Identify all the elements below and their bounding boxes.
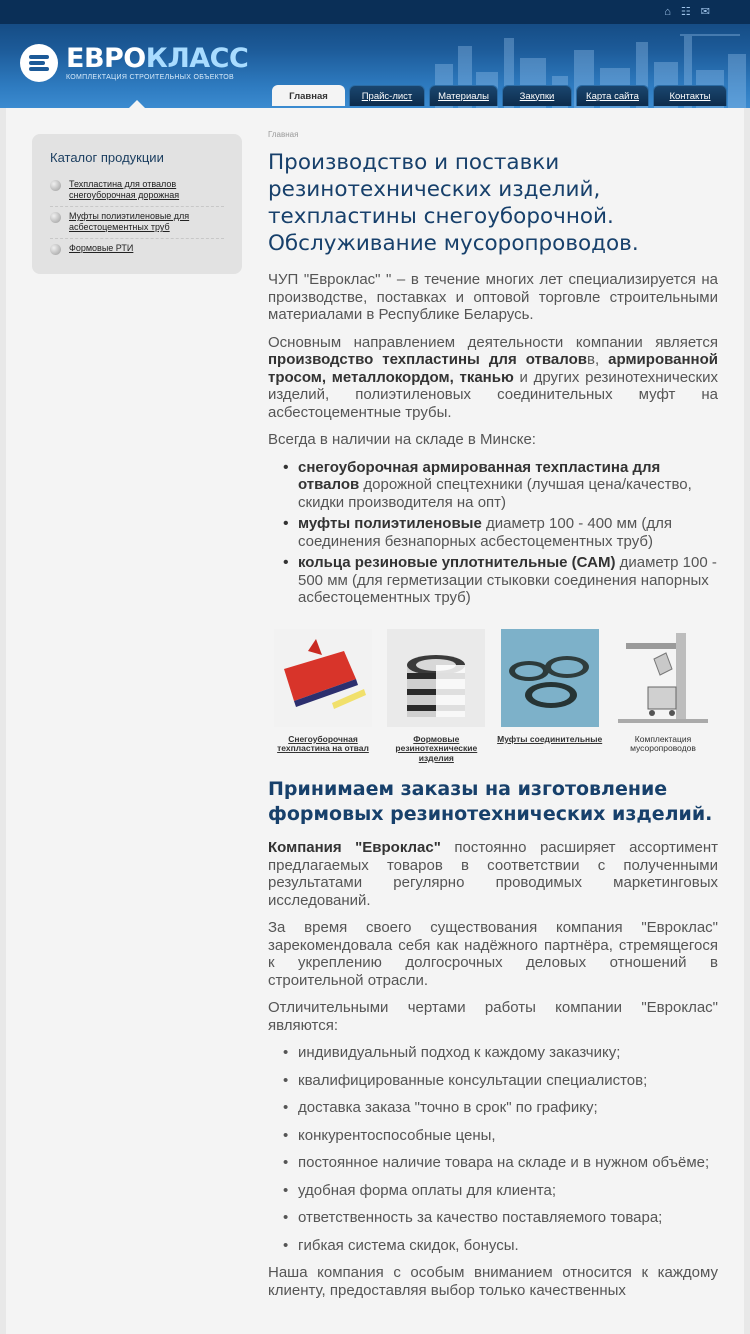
site-logo[interactable] bbox=[20, 44, 248, 88]
page-body bbox=[6, 108, 744, 1334]
list-item: • постоянное наличие товара на складе и в нужном объёме; bbox=[268, 1154, 718, 1172]
list-item: • индивидуальный подход к каждому заказчику; bbox=[268, 1044, 718, 1062]
tab-contacts[interactable]: Контакты bbox=[653, 85, 727, 106]
top-icons bbox=[664, 5, 710, 19]
bullet-icon bbox=[50, 244, 61, 255]
product-caption[interactable]: Муфты соединительные bbox=[497, 733, 603, 744]
home-icon[interactable]: ⌂ bbox=[664, 6, 671, 18]
sidebar-item-label[interactable]: Формовые РТИ bbox=[69, 243, 134, 253]
rubber-rings-image[interactable] bbox=[387, 629, 485, 727]
closing-paragraph: Наша компания с особым вниманием относится к каждому клиенту, предоставляя выбор только качественных bbox=[268, 1264, 718, 1299]
logo-tagline: КОМПЛЕКТАЦИЯ СТРОИТЕЛЬНЫХ ОБЪЕКТОВ bbox=[66, 74, 235, 81]
product-garbage-chute bbox=[608, 629, 718, 764]
catalog-sidebar bbox=[32, 134, 242, 274]
product-couplings[interactable] bbox=[495, 629, 605, 764]
tab-home[interactable]: Главная bbox=[272, 85, 345, 106]
main-activity-paragraph: Основным направлением деятельности компании является производство техпластины для отваловв, армированной тросом, металлокордом, тканью и других резинотехнических изделий, полиэтиленовых соединительных муфт на асбестоцементные трубы. bbox=[268, 333, 718, 421]
sidebar-item-couplings[interactable] bbox=[50, 207, 224, 239]
sidebar-item-molded-rti[interactable] bbox=[50, 239, 224, 260]
active-indicator bbox=[128, 100, 146, 108]
list-item: • квалифицированные консультации специалистов; bbox=[268, 1072, 718, 1090]
sidebar-item-label[interactable]: Техпластина для отвалов снегоуборочная дорожная bbox=[69, 179, 180, 200]
stock-list bbox=[268, 459, 718, 607]
logo-e-icon bbox=[20, 44, 58, 82]
mail-icon[interactable]: ✉ bbox=[700, 6, 710, 18]
logo-name: ЕВРОКЛАСС bbox=[66, 43, 249, 74]
tab-sitemap[interactable]: Карта сайта bbox=[576, 85, 649, 106]
product-snowplow-blade[interactable] bbox=[268, 629, 378, 764]
page-title: Производство и поставки резинотехнических изделий, техпластины снегоуборочной. Обслуживание мусоропроводов. bbox=[268, 150, 639, 256]
list-item: • гибкая система скидок, бонусы. bbox=[268, 1237, 718, 1255]
top-bar bbox=[0, 0, 750, 24]
list-item: • ответственность за качество поставляемого товара; bbox=[268, 1209, 718, 1227]
sitemap-icon[interactable]: ☷ bbox=[680, 6, 691, 18]
list-item: • доставка заказа "точно в срок" по графику; bbox=[268, 1099, 718, 1117]
list-item: • кольца резиновые уплотнительные (САМ) диаметр 100 - 500 мм (для герметизации стыковки соединения напорных асбестоцементных труб) bbox=[268, 554, 718, 607]
garbage-chute-image bbox=[614, 629, 712, 727]
product-caption: Комплектация мусоропроводов bbox=[630, 733, 696, 753]
product-caption[interactable]: Снегоуборочная техпластина на отвал bbox=[277, 733, 369, 753]
pipe-couplings-image[interactable] bbox=[501, 629, 599, 727]
breadcrumb[interactable]: Главная bbox=[268, 130, 299, 139]
company-paragraph: Компания "Евроклас" постоянно расширяет ассортимент предлагаемых товаров в соответствии с полученными результатами регулярно проводимых маркетинговых исследований. bbox=[268, 839, 719, 909]
tab-materials[interactable]: Материалы bbox=[429, 85, 498, 106]
features-title: Отличительными чертами работы компании "Евроклас" являются: bbox=[268, 999, 718, 1034]
main-nav bbox=[272, 85, 727, 106]
site-header bbox=[0, 0, 750, 108]
reliability-paragraph: За время своего существования компания "Евроклас" зарекомендовала себя как надёжного партнёра, стремящегося к укреплению долгосрочных деловых отношений в строительной отрасли. bbox=[268, 919, 718, 989]
sidebar-item-label[interactable]: Муфты полиэтиленовые для асбестоцементных труб bbox=[69, 211, 190, 232]
tab-purchases[interactable]: Закупки bbox=[502, 85, 572, 106]
list-item: • снегоуборочная армированная техпластина для отвалов дорожной спецтехники (лучшая цена/качество, скидки производителя на опт) bbox=[268, 459, 718, 512]
product-gallery bbox=[268, 629, 718, 764]
main-content bbox=[268, 130, 718, 1309]
bullet-icon bbox=[50, 180, 61, 191]
orders-heading: Принимаем заказы на изготовление формовых резинотехнических изделий. bbox=[268, 778, 713, 825]
list-item: • муфты полиэтиленовые диаметр 100 - 400 мм (для соединения безнапорных асбестоцементных труб) bbox=[268, 515, 718, 550]
catalog-title: Каталог продукции bbox=[50, 150, 164, 165]
product-caption[interactable]: Формовые резинотехнические изделия bbox=[395, 733, 478, 763]
features-list bbox=[268, 1044, 718, 1254]
bullet-icon bbox=[50, 212, 61, 223]
tab-price-list[interactable]: Прайс-лист bbox=[349, 85, 425, 106]
intro-paragraph: ЧУП "Евроклас" " – в течение многих лет специализируется на производстве, поставках и оптовой торговле строительными материалами в Республике Беларусь. bbox=[268, 271, 718, 323]
list-item: • конкурентоспособные цены, bbox=[268, 1127, 718, 1145]
snowplow-blade-image[interactable] bbox=[274, 629, 372, 727]
stock-title: Всегда в наличии на складе в Минске: bbox=[268, 431, 536, 448]
sidebar-item-plates[interactable] bbox=[50, 175, 224, 207]
list-item: • удобная форма оплаты для клиента; bbox=[268, 1182, 718, 1200]
product-molded-rti[interactable] bbox=[381, 629, 491, 764]
